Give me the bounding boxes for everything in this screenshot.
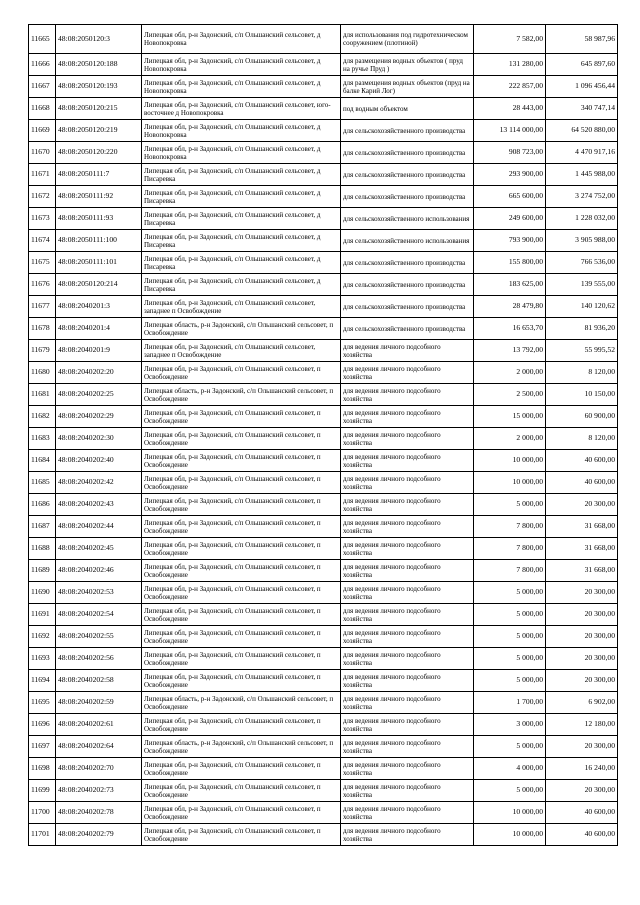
permitted-use-cell: для сельскохозяйственного производства <box>341 296 474 318</box>
cadastral-value-cell: 40 600,00 <box>546 472 618 494</box>
permitted-use-cell: для сельскохозяйственного использования <box>341 208 474 230</box>
table-row <box>29 626 618 648</box>
cadastral-value-cell: 645 897,60 <box>546 54 618 76</box>
cadastral-number-cell: 48:08:2040202:44 <box>56 516 142 538</box>
table-row <box>29 824 618 846</box>
area-value-cell: 793 900,00 <box>474 230 546 252</box>
cadastral-value-cell: 4 470 917,16 <box>546 142 618 164</box>
table-row <box>29 98 618 120</box>
row-number-cell: 11697 <box>29 736 56 758</box>
row-number-cell: 11681 <box>29 384 56 406</box>
cadastral-number-cell: 48:08:2040202:61 <box>56 714 142 736</box>
permitted-use-cell: для ведения личного подсобного хозяйства <box>341 604 474 626</box>
cadastral-number-cell: 48:08:2040202:46 <box>56 560 142 582</box>
row-number-cell: 11698 <box>29 758 56 780</box>
row-number-cell: 11672 <box>29 186 56 208</box>
area-value-cell: 7 582,00 <box>474 25 546 54</box>
row-number-cell: 11671 <box>29 164 56 186</box>
row-number-cell: 11682 <box>29 406 56 428</box>
cadastral-number-cell: 48:08:2040202:40 <box>56 450 142 472</box>
cadastral-number-cell: 48:08:2040202:30 <box>56 428 142 450</box>
row-number-cell: 11687 <box>29 516 56 538</box>
cadastral-number-cell: 48:08:2040202:70 <box>56 758 142 780</box>
row-number-cell: 11701 <box>29 824 56 846</box>
table-row <box>29 340 618 362</box>
address-cell: Липецкая обл, р-н Задонский, с/п Ольшанский сельсовет, п Освобождение <box>142 648 341 670</box>
permitted-use-cell: для ведения личного подсобного хозяйства <box>341 582 474 604</box>
row-number-cell: 11696 <box>29 714 56 736</box>
permitted-use-cell: для ведения личного подсобного хозяйства <box>341 428 474 450</box>
permitted-use-cell: для ведения личного подсобного хозяйства <box>341 780 474 802</box>
address-cell: Липецкая обл, р-н Задонский, с/п Ольшанский сельсовет, д Новопокровка <box>142 25 341 54</box>
row-number-cell: 11667 <box>29 76 56 98</box>
permitted-use-cell: для размещения водных объектов ( пруд на ручье Пруд ) <box>341 54 474 76</box>
row-number-cell: 11665 <box>29 25 56 54</box>
area-value-cell: 5 000,00 <box>474 626 546 648</box>
cadastral-number-cell: 48:08:2040202:45 <box>56 538 142 560</box>
area-value-cell: 13 792,00 <box>474 340 546 362</box>
table-row <box>29 450 618 472</box>
permitted-use-cell: для сельскохозяйственного производства <box>341 142 474 164</box>
cadastral-number-cell: 48:08:2040202:55 <box>56 626 142 648</box>
cadastral-value-cell: 31 668,00 <box>546 560 618 582</box>
area-value-cell: 7 800,00 <box>474 538 546 560</box>
permitted-use-cell: для ведения личного подсобного хозяйства <box>341 450 474 472</box>
cadastral-value-cell: 10 150,00 <box>546 384 618 406</box>
table-row <box>29 714 618 736</box>
cadastral-value-cell: 40 600,00 <box>546 802 618 824</box>
cadastral-value-cell: 20 300,00 <box>546 736 618 758</box>
table-row <box>29 164 618 186</box>
cadastral-value-cell: 64 520 880,00 <box>546 120 618 142</box>
area-value-cell: 293 900,00 <box>474 164 546 186</box>
permitted-use-cell: для ведения личного подсобного хозяйства <box>341 538 474 560</box>
row-number-cell: 11684 <box>29 450 56 472</box>
table-row <box>29 230 618 252</box>
row-number-cell: 11674 <box>29 230 56 252</box>
area-value-cell: 13 114 000,00 <box>474 120 546 142</box>
cadastral-number-cell: 48:08:2040201:9 <box>56 340 142 362</box>
cadastral-value-cell: 20 300,00 <box>546 604 618 626</box>
table-row <box>29 54 618 76</box>
permitted-use-cell: для сельскохозяйственного производства <box>341 318 474 340</box>
cadastral-value-cell: 1 445 988,00 <box>546 164 618 186</box>
table-row <box>29 120 618 142</box>
permitted-use-cell: для ведения личного подсобного хозяйства <box>341 648 474 670</box>
area-value-cell: 4 000,00 <box>474 758 546 780</box>
cadastral-number-cell: 48:08:2050111:100 <box>56 230 142 252</box>
address-cell: Липецкая обл, р-н Задонский, с/п Ольшанский сельсовет, д Новопокровка <box>142 76 341 98</box>
table-row <box>29 582 618 604</box>
address-cell: Липецкая обл, р-н Задонский, с/п Ольшанский сельсовет, д Писаревка <box>142 208 341 230</box>
cadastral-number-cell: 48:08:2050120:215 <box>56 98 142 120</box>
cadastral-number-cell: 48:08:2050120:3 <box>56 25 142 54</box>
address-cell: Липецкая обл, р-н Задонский, с/п Ольшанский сельсовет, п Освобождение <box>142 538 341 560</box>
permitted-use-cell: для ведения личного подсобного хозяйства <box>341 472 474 494</box>
cadastral-number-cell: 48:08:2050111:7 <box>56 164 142 186</box>
permitted-use-cell: для ведения личного подсобного хозяйства <box>341 802 474 824</box>
permitted-use-cell: для ведения личного подсобного хозяйства <box>341 362 474 384</box>
cadastral-number-cell: 48:08:2050111:101 <box>56 252 142 274</box>
table-row <box>29 692 618 714</box>
permitted-use-cell: для сельскохозяйственного производства <box>341 164 474 186</box>
cadastral-number-cell: 48:08:2040202:58 <box>56 670 142 692</box>
cadastral-number-cell: 48:08:2050120:219 <box>56 120 142 142</box>
area-value-cell: 5 000,00 <box>474 736 546 758</box>
area-value-cell: 5 000,00 <box>474 670 546 692</box>
address-cell: Липецкая обл, р-н Задонский, с/п Ольшанский сельсовет, п Освобождение <box>142 670 341 692</box>
row-number-cell: 11679 <box>29 340 56 362</box>
permitted-use-cell: для ведения личного подсобного хозяйства <box>341 758 474 780</box>
area-value-cell: 10 000,00 <box>474 824 546 846</box>
table-row <box>29 758 618 780</box>
address-cell: Липецкая обл, р-н Задонский, с/п Ольшанский сельсовет, п Освобождение <box>142 428 341 450</box>
permitted-use-cell: для сельскохозяйственного производства <box>341 120 474 142</box>
area-value-cell: 10 000,00 <box>474 802 546 824</box>
cadastral-number-cell: 48:08:2040201:4 <box>56 318 142 340</box>
table-row <box>29 560 618 582</box>
cadastral-value-cell: 3 905 988,00 <box>546 230 618 252</box>
area-value-cell: 7 800,00 <box>474 560 546 582</box>
row-number-cell: 11700 <box>29 802 56 824</box>
cadastral-value-cell: 8 120,00 <box>546 362 618 384</box>
cadastral-value-cell: 8 120,00 <box>546 428 618 450</box>
cadastral-value-cell: 3 274 752,00 <box>546 186 618 208</box>
row-number-cell: 11666 <box>29 54 56 76</box>
address-cell: Липецкая область, р-н Задонский, с/п Ольшанский сельсовет, п Освобождение <box>142 736 341 758</box>
cadastral-number-cell: 48:08:2040202:64 <box>56 736 142 758</box>
cadastral-value-cell: 766 536,00 <box>546 252 618 274</box>
cadastral-value-cell: 20 300,00 <box>546 494 618 516</box>
table-body <box>29 25 618 846</box>
area-value-cell: 3 000,00 <box>474 714 546 736</box>
permitted-use-cell: для сельскохозяйственного производства <box>341 274 474 296</box>
address-cell: Липецкая обл, р-н Задонский, с/п Ольшанский сельсовет, юго-восточнее д Новопокровка <box>142 98 341 120</box>
address-cell: Липецкая обл, р-н Задонский, с/п Ольшанский сельсовет, п Освобождение <box>142 582 341 604</box>
address-cell: Липецкая обл, р-н Задонский, с/п Ольшанский сельсовет, п Освобождение <box>142 626 341 648</box>
table-row <box>29 25 618 54</box>
address-cell: Липецкая обл, р-н Задонский, с/п Ольшанский сельсовет, западнее п Освобождение <box>142 296 341 318</box>
land-plots-table <box>28 24 618 846</box>
row-number-cell: 11691 <box>29 604 56 626</box>
permitted-use-cell: для ведения личного подсобного хозяйства <box>341 494 474 516</box>
row-number-cell: 11680 <box>29 362 56 384</box>
cadastral-value-cell: 1 228 032,00 <box>546 208 618 230</box>
address-cell: Липецкая обл, р-н Задонский, с/п Ольшанский сельсовет, п Освобождение <box>142 560 341 582</box>
area-value-cell: 10 000,00 <box>474 450 546 472</box>
area-value-cell: 2 000,00 <box>474 428 546 450</box>
row-number-cell: 11694 <box>29 670 56 692</box>
cadastral-number-cell: 48:08:2040202:42 <box>56 472 142 494</box>
address-cell: Липецкая обл, р-н Задонский, с/п Ольшанский сельсовет, д Писаревка <box>142 252 341 274</box>
cadastral-number-cell: 48:08:2050111:93 <box>56 208 142 230</box>
area-value-cell: 5 000,00 <box>474 494 546 516</box>
permitted-use-cell: для ведения личного подсобного хозяйства <box>341 714 474 736</box>
address-cell: Липецкая область, р-н Задонский, с/п Ольшанский сельсовет, п Освобождение <box>142 692 341 714</box>
cadastral-value-cell: 140 120,62 <box>546 296 618 318</box>
cadastral-number-cell: 48:08:2040202:29 <box>56 406 142 428</box>
cadastral-number-cell: 48:08:2050120:188 <box>56 54 142 76</box>
cadastral-number-cell: 48:08:2040202:59 <box>56 692 142 714</box>
cadastral-number-cell: 48:08:2040202:78 <box>56 802 142 824</box>
address-cell: Липецкая обл, р-н Задонский, с/п Ольшанский сельсовет, д Писаревка <box>142 186 341 208</box>
address-cell: Липецкая обл, р-н Задонский, с/п Ольшанский сельсовет, п Освобождение <box>142 604 341 626</box>
address-cell: Липецкая обл, р-н Задонский, с/п Ольшанский сельсовет, д Новопокровка <box>142 120 341 142</box>
address-cell: Липецкая обл, р-н Задонский, с/п Ольшанский сельсовет, п Освобождение <box>142 802 341 824</box>
cadastral-number-cell: 48:08:2040201:3 <box>56 296 142 318</box>
area-value-cell: 131 280,00 <box>474 54 546 76</box>
permitted-use-cell: для размещения водных объектов (пруд на балке Карий Лог) <box>341 76 474 98</box>
area-value-cell: 2 000,00 <box>474 362 546 384</box>
cadastral-number-cell: 48:08:2040202:73 <box>56 780 142 802</box>
area-value-cell: 222 857,00 <box>474 76 546 98</box>
address-cell: Липецкая обл, р-н Задонский, с/п Ольшанский сельсовет, п Освобождение <box>142 406 341 428</box>
cadastral-value-cell: 16 240,00 <box>546 758 618 780</box>
area-value-cell: 5 000,00 <box>474 648 546 670</box>
area-value-cell: 15 000,00 <box>474 406 546 428</box>
table-row <box>29 384 618 406</box>
permitted-use-cell: для ведения личного подсобного хозяйства <box>341 736 474 758</box>
row-number-cell: 11677 <box>29 296 56 318</box>
document-page <box>28 24 617 846</box>
cadastral-value-cell: 20 300,00 <box>546 648 618 670</box>
row-number-cell: 11673 <box>29 208 56 230</box>
table-row <box>29 142 618 164</box>
row-number-cell: 11676 <box>29 274 56 296</box>
address-cell: Липецкая обл, р-н Задонский, с/п Ольшанский сельсовет, п Освобождение <box>142 494 341 516</box>
area-value-cell: 5 000,00 <box>474 780 546 802</box>
table-row <box>29 252 618 274</box>
cadastral-value-cell: 6 902,00 <box>546 692 618 714</box>
row-number-cell: 11686 <box>29 494 56 516</box>
cadastral-number-cell: 48:08:2040202:54 <box>56 604 142 626</box>
permitted-use-cell: для ведения личного подсобного хозяйства <box>341 406 474 428</box>
address-cell: Липецкая обл, р-н Задонский, с/п Ольшанский сельсовет, п Освобождение <box>142 472 341 494</box>
row-number-cell: 11685 <box>29 472 56 494</box>
permitted-use-cell: для ведения личного подсобного хозяйства <box>341 670 474 692</box>
cadastral-value-cell: 31 668,00 <box>546 516 618 538</box>
cadastral-value-cell: 60 900,00 <box>546 406 618 428</box>
area-value-cell: 1 700,00 <box>474 692 546 714</box>
permitted-use-cell: для ведения личного подсобного хозяйства <box>341 516 474 538</box>
permitted-use-cell: для ведения личного подсобного хозяйства <box>341 560 474 582</box>
table-row <box>29 362 618 384</box>
permitted-use-cell: для использования под гидротехническом сооружением (плотиной) <box>341 25 474 54</box>
cadastral-value-cell: 20 300,00 <box>546 780 618 802</box>
cadastral-value-cell: 20 300,00 <box>546 582 618 604</box>
area-value-cell: 183 625,00 <box>474 274 546 296</box>
area-value-cell: 665 600,00 <box>474 186 546 208</box>
table-row <box>29 274 618 296</box>
area-value-cell: 28 479,80 <box>474 296 546 318</box>
cadastral-value-cell: 1 096 456,44 <box>546 76 618 98</box>
cadastral-value-cell: 40 600,00 <box>546 450 618 472</box>
table-row <box>29 604 618 626</box>
table-row <box>29 538 618 560</box>
cadastral-number-cell: 48:08:2040202:43 <box>56 494 142 516</box>
address-cell: Липецкая обл, р-н Задонский, с/п Ольшанский сельсовет, п Освобождение <box>142 362 341 384</box>
cadastral-number-cell: 48:08:2050111:92 <box>56 186 142 208</box>
table-row <box>29 648 618 670</box>
table-row <box>29 780 618 802</box>
row-number-cell: 11683 <box>29 428 56 450</box>
row-number-cell: 11693 <box>29 648 56 670</box>
area-value-cell: 249 600,00 <box>474 208 546 230</box>
address-cell: Липецкая обл, р-н Задонский, с/п Ольшанский сельсовет, п Освобождение <box>142 780 341 802</box>
permitted-use-cell: для сельскохозяйственного производства <box>341 252 474 274</box>
cadastral-value-cell: 31 668,00 <box>546 538 618 560</box>
area-value-cell: 7 800,00 <box>474 516 546 538</box>
address-cell: Липецкая обл, р-н Задонский, с/п Ольшанский сельсовет, п Освобождение <box>142 714 341 736</box>
cadastral-number-cell: 48:08:2040202:20 <box>56 362 142 384</box>
address-cell: Липецкая обл, р-н Задонский, с/п Ольшанский сельсовет, п Освобождение <box>142 516 341 538</box>
address-cell: Липецкая обл, р-н Задонский, с/п Ольшанский сельсовет, д Новопокровка <box>142 142 341 164</box>
row-number-cell: 11668 <box>29 98 56 120</box>
row-number-cell: 11678 <box>29 318 56 340</box>
cadastral-number-cell: 48:08:2050120:220 <box>56 142 142 164</box>
row-number-cell: 11695 <box>29 692 56 714</box>
address-cell: Липецкая обл, р-н Задонский, с/п Ольшанский сельсовет, западнее п Освобождение <box>142 340 341 362</box>
table-row <box>29 516 618 538</box>
cadastral-value-cell: 20 300,00 <box>546 626 618 648</box>
cadastral-value-cell: 58 987,96 <box>546 25 618 54</box>
address-cell: Липецкая обл, р-н Задонский, с/п Ольшанский сельсовет, д Писаревка <box>142 164 341 186</box>
address-cell: Липецкая область, р-н Задонский, с/п Ольшанский сельсовет, п Освобождение <box>142 384 341 406</box>
permitted-use-cell: для ведения личного подсобного хозяйства <box>341 340 474 362</box>
row-number-cell: 11690 <box>29 582 56 604</box>
area-value-cell: 5 000,00 <box>474 582 546 604</box>
address-cell: Липецкая обл, р-н Задонский, с/п Ольшанский сельсовет, п Освобождение <box>142 824 341 846</box>
table-row <box>29 406 618 428</box>
cadastral-number-cell: 48:08:2040202:53 <box>56 582 142 604</box>
cadastral-value-cell: 81 936,20 <box>546 318 618 340</box>
cadastral-number-cell: 48:08:2040202:25 <box>56 384 142 406</box>
table-row <box>29 428 618 450</box>
row-number-cell: 11675 <box>29 252 56 274</box>
table-row <box>29 472 618 494</box>
cadastral-value-cell: 139 555,00 <box>546 274 618 296</box>
table-row <box>29 208 618 230</box>
address-cell: Липецкая обл, р-н Задонский, с/п Ольшанский сельсовет, д Писаревка <box>142 274 341 296</box>
row-number-cell: 11670 <box>29 142 56 164</box>
area-value-cell: 155 800,00 <box>474 252 546 274</box>
cadastral-number-cell: 48:08:2050120:193 <box>56 76 142 98</box>
area-value-cell: 10 000,00 <box>474 472 546 494</box>
address-cell: Липецкая область, р-н Задонский, с/п Ольшанский сельсовет, п Освобождение <box>142 318 341 340</box>
address-cell: Липецкая обл, р-н Задонский, с/п Ольшанский сельсовет, д Новопокровка <box>142 54 341 76</box>
cadastral-value-cell: 55 995,52 <box>546 340 618 362</box>
table-row <box>29 494 618 516</box>
permitted-use-cell: для сельскохозяйственного использования <box>341 230 474 252</box>
permitted-use-cell: для ведения личного подсобного хозяйства <box>341 692 474 714</box>
permitted-use-cell: для ведения личного подсобного хозяйства <box>341 824 474 846</box>
cadastral-value-cell: 12 180,00 <box>546 714 618 736</box>
row-number-cell: 11692 <box>29 626 56 648</box>
table-row <box>29 318 618 340</box>
table-row <box>29 76 618 98</box>
address-cell: Липецкая обл, р-н Задонский, с/п Ольшанский сельсовет, п Освобождение <box>142 450 341 472</box>
table-row <box>29 670 618 692</box>
area-value-cell: 16 653,70 <box>474 318 546 340</box>
permitted-use-cell: для сельскохозяйственного производства <box>341 186 474 208</box>
cadastral-number-cell: 48:08:2040202:56 <box>56 648 142 670</box>
area-value-cell: 2 500,00 <box>474 384 546 406</box>
area-value-cell: 908 723,00 <box>474 142 546 164</box>
table-row <box>29 736 618 758</box>
address-cell: Липецкая обл, р-н Задонский, с/п Ольшанский сельсовет, д Писаревка <box>142 230 341 252</box>
row-number-cell: 11669 <box>29 120 56 142</box>
permitted-use-cell: для ведения личного подсобного хозяйства <box>341 626 474 648</box>
permitted-use-cell: под водным объектом <box>341 98 474 120</box>
address-cell: Липецкая обл, р-н Задонский, с/п Ольшанский сельсовет, п Освобождение <box>142 758 341 780</box>
row-number-cell: 11699 <box>29 780 56 802</box>
row-number-cell: 11689 <box>29 560 56 582</box>
area-value-cell: 5 000,00 <box>474 604 546 626</box>
cadastral-number-cell: 48:08:2040202:79 <box>56 824 142 846</box>
cadastral-value-cell: 340 747,14 <box>546 98 618 120</box>
row-number-cell: 11688 <box>29 538 56 560</box>
cadastral-number-cell: 48:08:2050120:214 <box>56 274 142 296</box>
cadastral-value-cell: 40 600,00 <box>546 824 618 846</box>
table-row <box>29 802 618 824</box>
table-row <box>29 296 618 318</box>
cadastral-value-cell: 20 300,00 <box>546 670 618 692</box>
permitted-use-cell: для ведения личного подсобного хозяйства <box>341 384 474 406</box>
table-row <box>29 186 618 208</box>
area-value-cell: 28 443,00 <box>474 98 546 120</box>
